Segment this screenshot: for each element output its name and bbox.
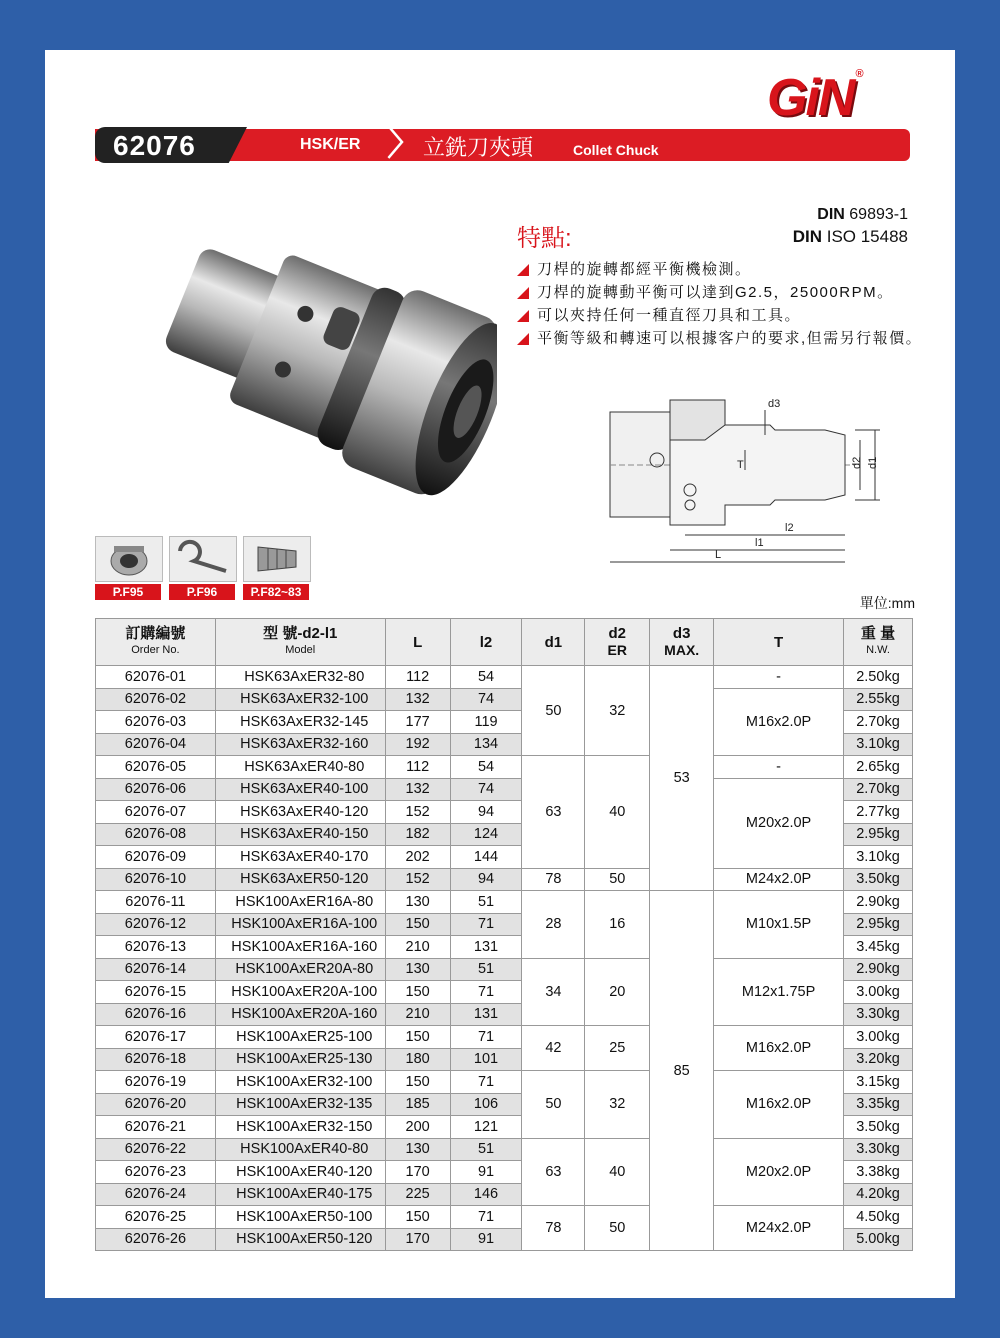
order-number-cell: 62076-06 bbox=[96, 778, 216, 801]
d1-cell: 50 bbox=[522, 666, 585, 756]
d3-cell: 53 bbox=[650, 666, 714, 891]
l2-cell: 54 bbox=[450, 756, 522, 779]
model-cell: HSK63AxER40-80 bbox=[215, 756, 385, 779]
model-cell: HSK100AxER50-120 bbox=[215, 1228, 385, 1251]
table-row bbox=[96, 891, 913, 914]
weight-cell: 2.95kg bbox=[844, 823, 913, 846]
dim-d2-label: d2 bbox=[851, 456, 863, 469]
table-row bbox=[96, 1138, 913, 1161]
table-row bbox=[96, 666, 913, 689]
l2-cell: 106 bbox=[450, 1093, 522, 1116]
model-cell: HSK63AxER32-80 bbox=[215, 666, 385, 689]
l2-cell: 51 bbox=[450, 891, 522, 914]
length-cell: 152 bbox=[385, 801, 450, 824]
d1-cell: 63 bbox=[522, 756, 585, 869]
list-item: 可以夾持任何一種直徑刀具和工具。 bbox=[515, 304, 925, 327]
order-number-cell: 62076-21 bbox=[96, 1116, 216, 1139]
l2-cell: 51 bbox=[450, 958, 522, 981]
thread-cell: M24x2.0P bbox=[714, 1206, 844, 1251]
l2-cell: 121 bbox=[450, 1116, 522, 1139]
list-item: 刀桿的旋轉動平衡可以達到G2.5，25000RPM。 bbox=[515, 281, 925, 304]
collet-nut-icon bbox=[95, 536, 163, 582]
model-cell: HSK100AxER20A-100 bbox=[215, 981, 385, 1004]
thread-cell: M20x2.0P bbox=[714, 778, 844, 868]
order-number-cell: 62076-03 bbox=[96, 711, 216, 734]
l2-cell: 134 bbox=[450, 733, 522, 756]
length-cell: 150 bbox=[385, 1026, 450, 1049]
length-cell: 170 bbox=[385, 1161, 450, 1184]
d1-cell: 78 bbox=[522, 1206, 585, 1251]
table-row bbox=[96, 868, 913, 891]
accessory-label: P.F96 bbox=[169, 584, 235, 600]
order-number-cell: 62076-12 bbox=[96, 913, 216, 936]
model-cell: HSK63AxER40-100 bbox=[215, 778, 385, 801]
l2-cell: 74 bbox=[450, 778, 522, 801]
dim-t-label: T bbox=[737, 459, 744, 471]
header-l2: l2 bbox=[450, 619, 522, 666]
din-standard-1: DIN 69893-1 bbox=[817, 206, 908, 223]
weight-cell: 3.45kg bbox=[844, 936, 913, 959]
weight-cell: 2.90kg bbox=[844, 891, 913, 914]
product-photo bbox=[127, 210, 497, 580]
d1-cell: 28 bbox=[522, 891, 585, 959]
order-number-cell: 62076-19 bbox=[96, 1071, 216, 1094]
l2-cell: 131 bbox=[450, 936, 522, 959]
weight-cell: 4.50kg bbox=[844, 1206, 913, 1229]
model-cell: HSK63AxER32-100 bbox=[215, 688, 385, 711]
thread-cell: M24x2.0P bbox=[714, 868, 844, 891]
l2-cell: 146 bbox=[450, 1183, 522, 1206]
d1-cell: 50 bbox=[522, 1071, 585, 1139]
spec-table bbox=[95, 618, 913, 1251]
order-number-cell: 62076-23 bbox=[96, 1161, 216, 1184]
model-cell: HSK63AxER40-120 bbox=[215, 801, 385, 824]
d2-cell: 32 bbox=[585, 666, 650, 756]
length-cell: 130 bbox=[385, 891, 450, 914]
l2-cell: 71 bbox=[450, 913, 522, 936]
order-number-cell: 62076-18 bbox=[96, 1048, 216, 1071]
table-row bbox=[96, 1026, 913, 1049]
brand-logo: GiN ® bbox=[767, 68, 862, 127]
model-cell: HSK63AxER32-145 bbox=[215, 711, 385, 734]
order-number-cell: 62076-16 bbox=[96, 1003, 216, 1026]
dim-d1-label: d1 bbox=[867, 456, 879, 469]
table-row bbox=[96, 958, 913, 981]
l2-cell: 71 bbox=[450, 1206, 522, 1229]
weight-cell: 4.20kg bbox=[844, 1183, 913, 1206]
weight-cell: 3.20kg bbox=[844, 1048, 913, 1071]
l2-cell: 54 bbox=[450, 666, 522, 689]
length-cell: 210 bbox=[385, 936, 450, 959]
dim-l-label: L bbox=[715, 549, 722, 561]
order-number-cell: 62076-01 bbox=[96, 666, 216, 689]
dim-d3-label: d3 bbox=[768, 398, 781, 410]
header-model: 型 號-d2-l1 Model bbox=[215, 619, 385, 666]
length-cell: 150 bbox=[385, 1071, 450, 1094]
features-title: 特點: bbox=[517, 225, 572, 252]
order-number-cell: 62076-14 bbox=[96, 958, 216, 981]
thread-cell: M16x2.0P bbox=[714, 1071, 844, 1139]
length-cell: 170 bbox=[385, 1228, 450, 1251]
table-row bbox=[96, 1206, 913, 1229]
model-cell: HSK100AxER50-100 bbox=[215, 1206, 385, 1229]
length-cell: 112 bbox=[385, 666, 450, 689]
length-cell: 225 bbox=[385, 1183, 450, 1206]
triangle-bullet-icon bbox=[517, 287, 529, 299]
order-number-cell: 62076-15 bbox=[96, 981, 216, 1004]
l2-cell: 71 bbox=[450, 981, 522, 1004]
l2-cell: 71 bbox=[450, 1026, 522, 1049]
header-t: T bbox=[714, 619, 844, 666]
l2-cell: 119 bbox=[450, 711, 522, 734]
unit-label: 單位:mm bbox=[859, 595, 915, 611]
d2-cell: 50 bbox=[585, 1206, 650, 1251]
model-cell: HSK100AxER16A-100 bbox=[215, 913, 385, 936]
length-cell: 132 bbox=[385, 688, 450, 711]
length-cell: 180 bbox=[385, 1048, 450, 1071]
header-order: 訂購編號 Order No. bbox=[96, 619, 216, 666]
length-cell: 132 bbox=[385, 778, 450, 801]
model-cell: HSK100AxER20A-80 bbox=[215, 958, 385, 981]
model-cell: HSK100AxER25-100 bbox=[215, 1026, 385, 1049]
model-cell: HSK100AxER40-80 bbox=[215, 1138, 385, 1161]
order-number-cell: 62076-13 bbox=[96, 936, 216, 959]
model-cell: HSK100AxER16A-80 bbox=[215, 891, 385, 914]
table-row bbox=[96, 756, 913, 779]
d2-cell: 40 bbox=[585, 756, 650, 869]
d2-cell: 50 bbox=[585, 868, 650, 891]
product-type: HSK/ER bbox=[300, 136, 361, 153]
length-cell: 150 bbox=[385, 981, 450, 1004]
features-list bbox=[515, 258, 925, 350]
weight-cell: 3.00kg bbox=[844, 1026, 913, 1049]
order-number-cell: 62076-07 bbox=[96, 801, 216, 824]
l2-cell: 91 bbox=[450, 1161, 522, 1184]
length-cell: 192 bbox=[385, 733, 450, 756]
order-number-cell: 62076-25 bbox=[96, 1206, 216, 1229]
order-number-cell: 62076-02 bbox=[96, 688, 216, 711]
header-d2: d2 ER bbox=[585, 619, 650, 666]
d1-cell: 42 bbox=[522, 1026, 585, 1071]
triangle-bullet-icon bbox=[517, 264, 529, 276]
weight-cell: 2.77kg bbox=[844, 801, 913, 824]
d1-cell: 78 bbox=[522, 868, 585, 891]
model-cell: HSK63AxER32-160 bbox=[215, 733, 385, 756]
l2-cell: 131 bbox=[450, 1003, 522, 1026]
model-cell: HSK100AxER32-150 bbox=[215, 1116, 385, 1139]
triangle-bullet-icon bbox=[517, 310, 529, 322]
collet-icon bbox=[243, 536, 311, 582]
hook-wrench-icon bbox=[169, 536, 237, 582]
order-number-cell: 62076-08 bbox=[96, 823, 216, 846]
weight-cell: 3.10kg bbox=[844, 733, 913, 756]
dim-l2-label: l2 bbox=[785, 522, 794, 534]
thread-cell: M16x2.0P bbox=[714, 1026, 844, 1071]
weight-cell: 3.50kg bbox=[844, 868, 913, 891]
model-cell: HSK100AxER16A-160 bbox=[215, 936, 385, 959]
thread-cell: M12x1.75P bbox=[714, 958, 844, 1026]
header-weight: 重 量 N.W. bbox=[844, 619, 913, 666]
thread-cell: M20x2.0P bbox=[714, 1138, 844, 1206]
order-number-cell: 62076-09 bbox=[96, 846, 216, 869]
model-cell: HSK100AxER32-135 bbox=[215, 1093, 385, 1116]
order-number-cell: 62076-05 bbox=[96, 756, 216, 779]
header-d3: d3 MAX. bbox=[650, 619, 714, 666]
length-cell: 130 bbox=[385, 958, 450, 981]
length-cell: 202 bbox=[385, 846, 450, 869]
weight-cell: 2.90kg bbox=[844, 958, 913, 981]
weight-cell: 3.38kg bbox=[844, 1161, 913, 1184]
order-number-cell: 62076-22 bbox=[96, 1138, 216, 1161]
length-cell: 130 bbox=[385, 1138, 450, 1161]
triangle-bullet-icon bbox=[517, 333, 529, 345]
table-row bbox=[96, 1071, 913, 1094]
l2-cell: 51 bbox=[450, 1138, 522, 1161]
weight-cell: 3.30kg bbox=[844, 1138, 913, 1161]
weight-cell: 2.50kg bbox=[844, 666, 913, 689]
l2-cell: 71 bbox=[450, 1071, 522, 1094]
weight-cell: 3.10kg bbox=[844, 846, 913, 869]
d3-cell: 85 bbox=[650, 891, 714, 1251]
weight-cell: 3.30kg bbox=[844, 1003, 913, 1026]
l2-cell: 91 bbox=[450, 1228, 522, 1251]
model-cell: HSK100AxER20A-160 bbox=[215, 1003, 385, 1026]
length-cell: 200 bbox=[385, 1116, 450, 1139]
thread-cell: - bbox=[714, 756, 844, 779]
product-name-zh: 立銑刀夾頭 bbox=[423, 135, 534, 160]
catalog-page bbox=[45, 50, 955, 1298]
thread-cell: - bbox=[714, 666, 844, 689]
thread-cell: M10x1.5P bbox=[714, 891, 844, 959]
din-standard-2: DIN ISO 15488 bbox=[792, 227, 908, 246]
d1-cell: 63 bbox=[522, 1138, 585, 1206]
order-number-cell: 62076-26 bbox=[96, 1228, 216, 1251]
length-cell: 112 bbox=[385, 756, 450, 779]
d2-cell: 25 bbox=[585, 1026, 650, 1071]
d2-cell: 32 bbox=[585, 1071, 650, 1139]
length-cell: 210 bbox=[385, 1003, 450, 1026]
weight-cell: 3.35kg bbox=[844, 1093, 913, 1116]
length-cell: 185 bbox=[385, 1093, 450, 1116]
order-number-cell: 62076-17 bbox=[96, 1026, 216, 1049]
l2-cell: 94 bbox=[450, 868, 522, 891]
order-number-cell: 62076-24 bbox=[96, 1183, 216, 1206]
length-cell: 177 bbox=[385, 711, 450, 734]
d1-cell: 34 bbox=[522, 958, 585, 1026]
model-cell: HSK100AxER40-120 bbox=[215, 1161, 385, 1184]
chevron-right-icon: 〉 bbox=[387, 125, 421, 163]
model-cell: HSK63AxER40-170 bbox=[215, 846, 385, 869]
l2-cell: 94 bbox=[450, 801, 522, 824]
l2-cell: 124 bbox=[450, 823, 522, 846]
model-cell: HSK100AxER25-130 bbox=[215, 1048, 385, 1071]
model-cell: HSK63AxER40-150 bbox=[215, 823, 385, 846]
model-cell: HSK100AxER32-100 bbox=[215, 1071, 385, 1094]
weight-cell: 2.70kg bbox=[844, 778, 913, 801]
length-cell: 152 bbox=[385, 868, 450, 891]
length-cell: 182 bbox=[385, 823, 450, 846]
order-number-cell: 62076-11 bbox=[96, 891, 216, 914]
model-cell: HSK100AxER40-175 bbox=[215, 1183, 385, 1206]
weight-cell: 5.00kg bbox=[844, 1228, 913, 1251]
d2-cell: 16 bbox=[585, 891, 650, 959]
spec-table-body bbox=[96, 666, 913, 1251]
weight-cell: 2.95kg bbox=[844, 913, 913, 936]
order-number-cell: 62076-20 bbox=[96, 1093, 216, 1116]
model-cell: HSK63AxER50-120 bbox=[215, 868, 385, 891]
technical-drawing bbox=[605, 390, 895, 580]
length-cell: 150 bbox=[385, 1206, 450, 1229]
weight-cell: 3.15kg bbox=[844, 1071, 913, 1094]
l2-cell: 74 bbox=[450, 688, 522, 711]
weight-cell: 2.70kg bbox=[844, 711, 913, 734]
header-d1: d1 bbox=[522, 619, 585, 666]
title-bar bbox=[95, 127, 910, 163]
list-item: 刀桿的旋轉都經平衡機檢測。 bbox=[515, 258, 925, 281]
table-row bbox=[96, 688, 913, 711]
weight-cell: 3.00kg bbox=[844, 981, 913, 1004]
accessory-label: P.F82~83 bbox=[243, 584, 309, 600]
l2-cell: 101 bbox=[450, 1048, 522, 1071]
thread-cell: M16x2.0P bbox=[714, 688, 844, 756]
table-row bbox=[96, 778, 913, 801]
header-l: L bbox=[385, 619, 450, 666]
dim-l1-label: l1 bbox=[755, 537, 764, 549]
order-number-cell: 62076-10 bbox=[96, 868, 216, 891]
d2-cell: 40 bbox=[585, 1138, 650, 1206]
weight-cell: 2.55kg bbox=[844, 688, 913, 711]
l2-cell: 144 bbox=[450, 846, 522, 869]
length-cell: 150 bbox=[385, 913, 450, 936]
product-code: 62076 bbox=[113, 130, 196, 161]
weight-cell: 2.65kg bbox=[844, 756, 913, 779]
weight-cell: 3.50kg bbox=[844, 1116, 913, 1139]
list-item: 平衡等級和轉速可以根據客户的要求,但需另行報價。 bbox=[515, 327, 925, 350]
accessory-label: P.F95 bbox=[95, 584, 161, 600]
order-number-cell: 62076-04 bbox=[96, 733, 216, 756]
d2-cell: 20 bbox=[585, 958, 650, 1026]
product-name-en: Collet Chuck bbox=[573, 142, 659, 158]
